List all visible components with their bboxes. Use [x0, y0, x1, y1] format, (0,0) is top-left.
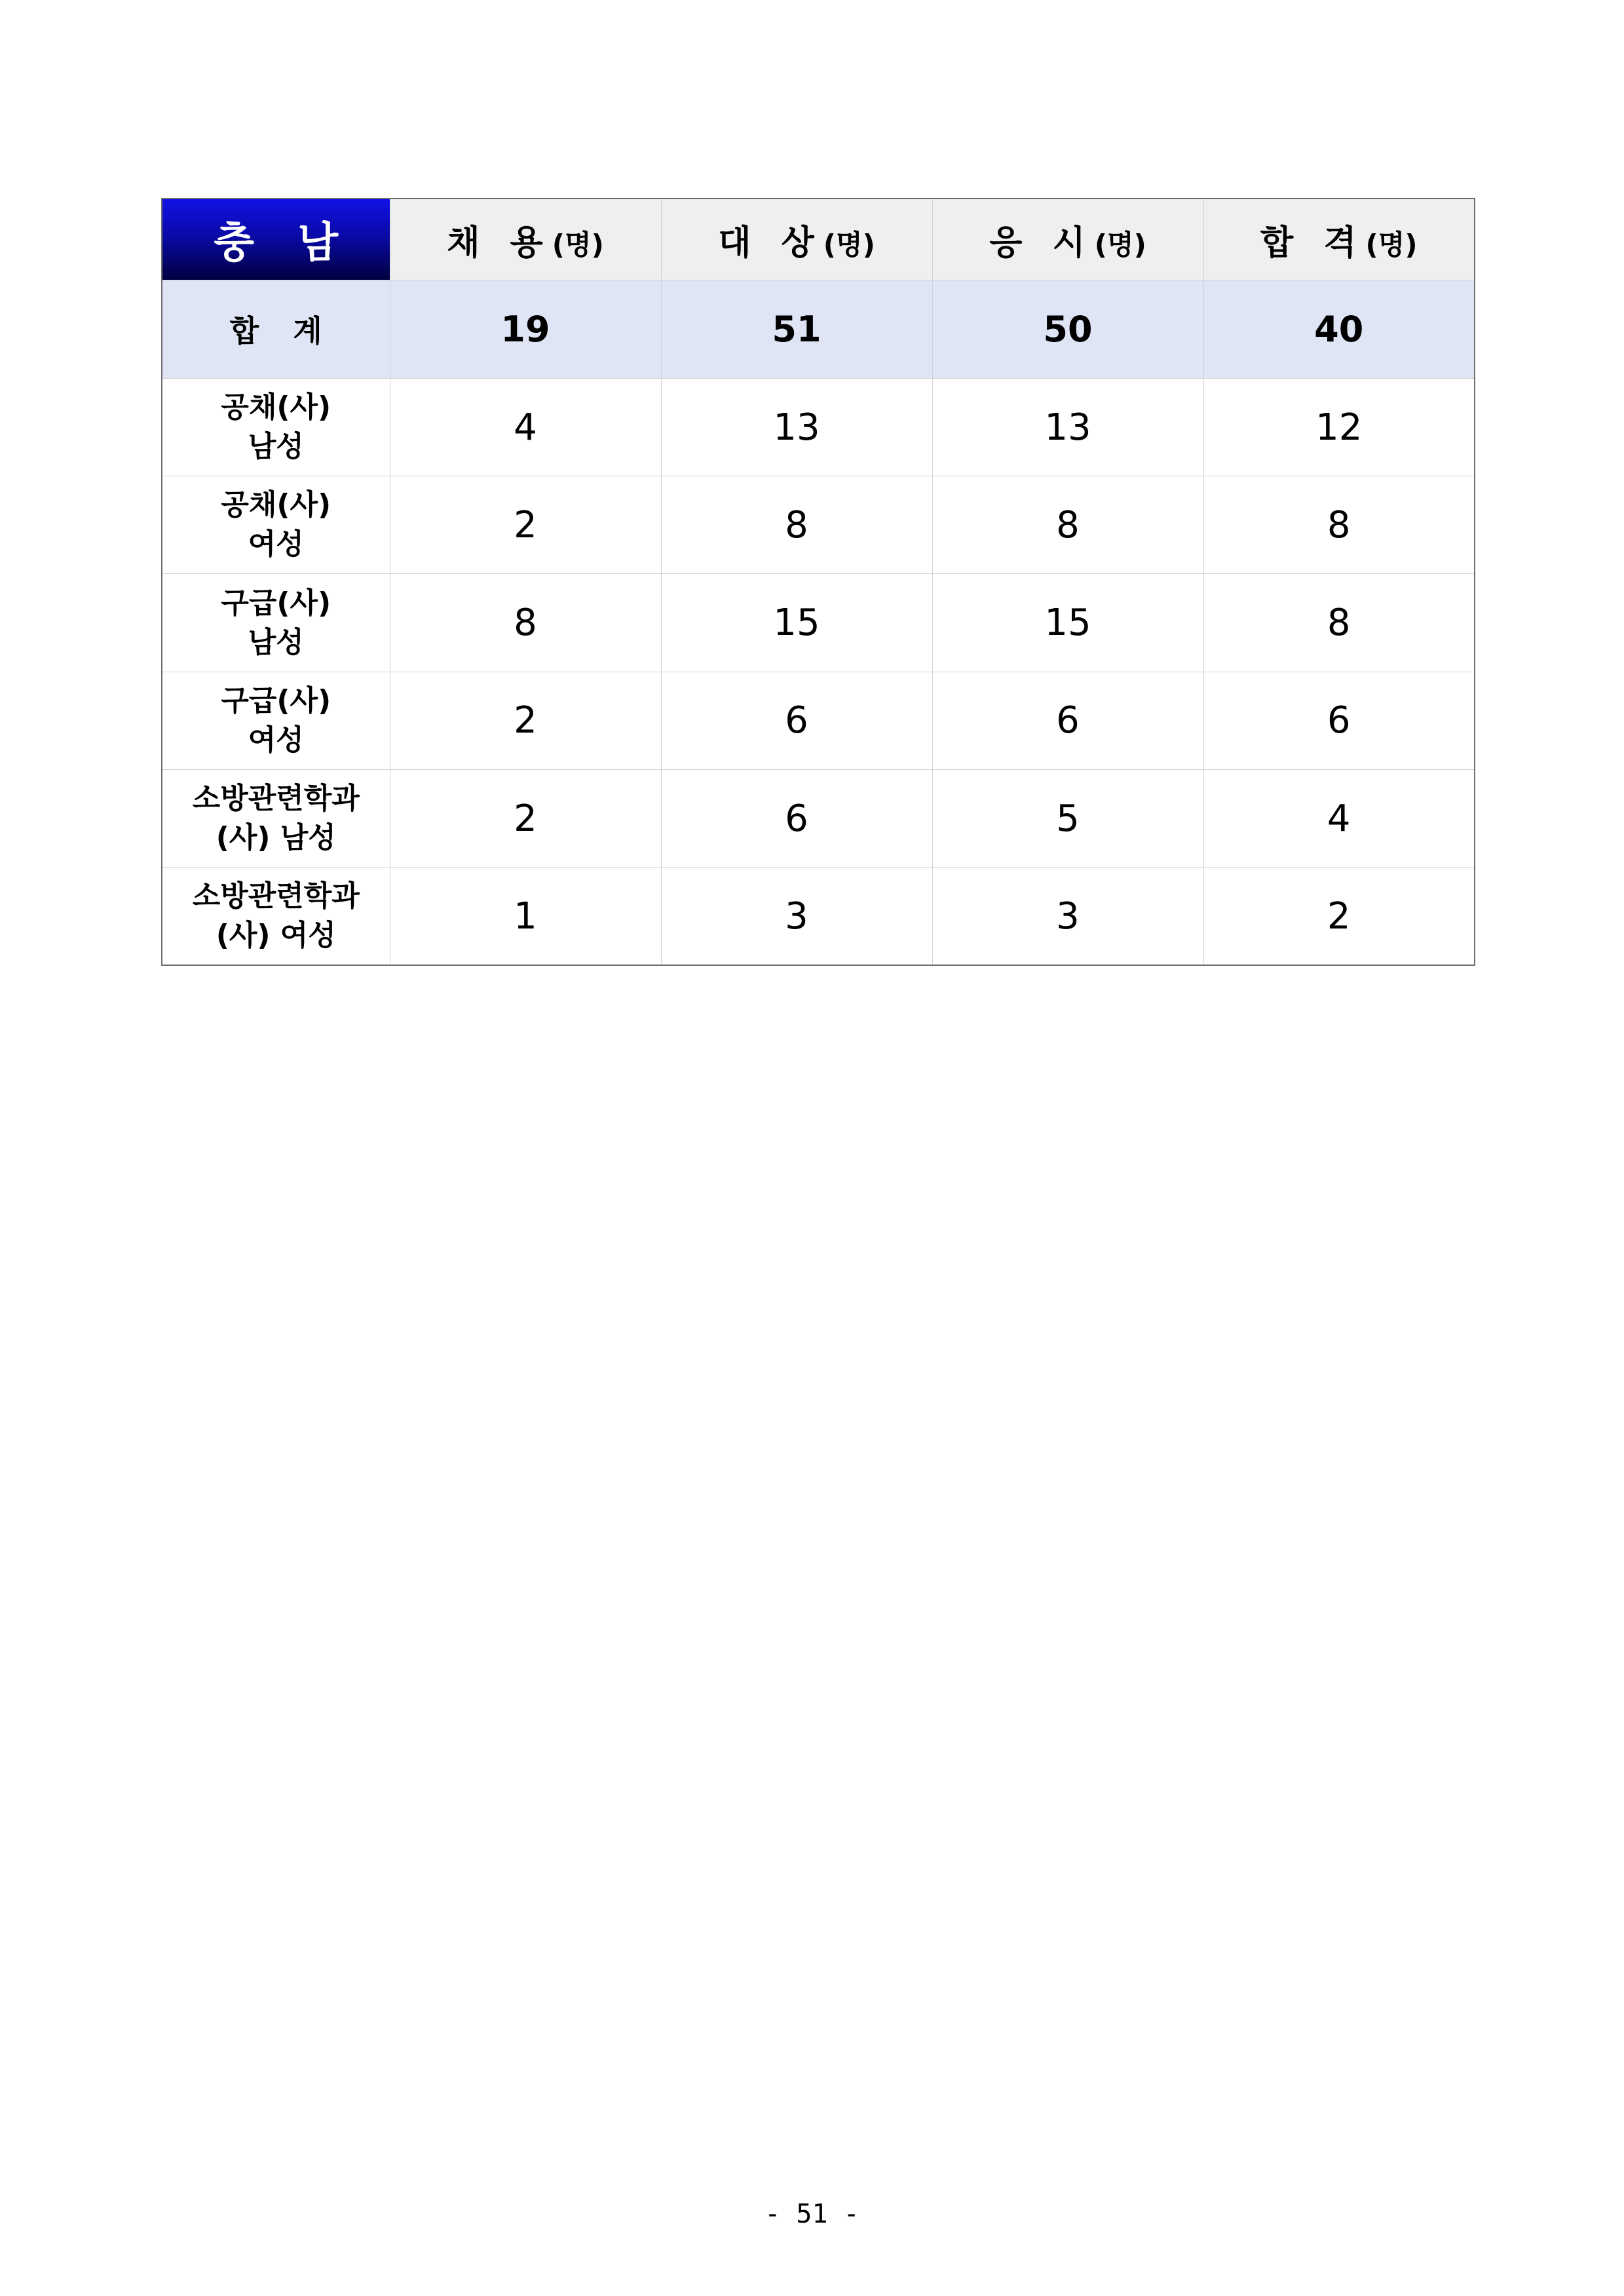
header-passed-label: 합 격	[1260, 223, 1366, 263]
total-label-cell	[162, 280, 390, 378]
category-cell	[162, 574, 390, 672]
value-cell: 4	[1203, 769, 1475, 867]
category-line: (사) 여성	[216, 919, 336, 953]
header-hired-label: 채 용	[447, 223, 552, 263]
value-cell: 2	[390, 769, 661, 867]
value-cell: 3	[661, 868, 932, 965]
value-cell: 8	[390, 574, 661, 672]
value-cell: 8	[1203, 476, 1475, 574]
header-passed-unit: (명)	[1365, 228, 1418, 261]
recruitment-stats-table	[161, 198, 1475, 966]
value-cell: 8	[661, 476, 932, 574]
value-cell: 6	[661, 672, 932, 769]
total-value: 51	[661, 280, 932, 378]
category-cell	[162, 476, 390, 574]
value-cell: 6	[661, 769, 932, 867]
category-line: 남성	[248, 430, 304, 464]
value-cell: 13	[932, 378, 1203, 476]
region-header	[162, 199, 390, 280]
table-row	[162, 769, 1475, 867]
total-value: 19	[390, 280, 661, 378]
category-line: 남성	[248, 625, 304, 659]
value-cell: 12	[1203, 378, 1475, 476]
value-cell: 2	[390, 476, 661, 574]
value-cell: 2	[1203, 868, 1475, 965]
value-cell: 2	[390, 672, 661, 769]
total-value: 50	[932, 280, 1203, 378]
total-value: 40	[1203, 280, 1475, 378]
value-cell: 3	[932, 868, 1203, 965]
category-line: 여성	[248, 527, 304, 562]
value-cell: 1	[390, 868, 661, 965]
table-row	[162, 672, 1475, 769]
table-row	[162, 574, 1475, 672]
category-line: 소방관련학과	[192, 782, 360, 816]
value-cell: 8	[932, 476, 1203, 574]
header-hired-unit: (명)	[552, 228, 604, 261]
table-row	[162, 378, 1475, 476]
value-cell: 4	[390, 378, 661, 476]
category-line: (사) 남성	[216, 821, 336, 855]
header-eligible-unit: (명)	[823, 228, 875, 261]
header-eligible	[661, 199, 932, 280]
value-cell: 15	[932, 574, 1203, 672]
value-cell: 13	[661, 378, 932, 476]
value-cell: 15	[661, 574, 932, 672]
value-cell: 6	[932, 672, 1203, 769]
category-cell	[162, 378, 390, 476]
header-applied	[932, 199, 1203, 280]
total-label: 합 계	[229, 313, 334, 349]
category-cell	[162, 672, 390, 769]
header-eligible-label: 대 상	[718, 223, 823, 263]
category-line: 여성	[248, 723, 304, 757]
table-row	[162, 868, 1475, 965]
category-cell	[162, 769, 390, 867]
category-cell	[162, 868, 390, 965]
category-line: 공채(사)	[221, 488, 331, 522]
category-line: 공채(사)	[221, 391, 331, 425]
table-row	[162, 476, 1475, 574]
region-label: 충 남	[214, 219, 353, 268]
page-number: - 51 -	[765, 2199, 859, 2229]
header-applied-unit: (명)	[1094, 228, 1146, 261]
header-passed	[1203, 199, 1475, 280]
category-line: 구급(사)	[221, 683, 331, 718]
category-line: 소방관련학과	[192, 879, 360, 913]
header-applied-label: 응 시	[989, 223, 1095, 263]
value-cell: 5	[932, 769, 1203, 867]
value-cell: 6	[1203, 672, 1475, 769]
table-header-row	[162, 199, 1475, 280]
value-cell: 8	[1203, 574, 1475, 672]
total-row	[162, 280, 1475, 378]
header-hired	[390, 199, 661, 280]
category-line: 구급(사)	[221, 586, 331, 620]
